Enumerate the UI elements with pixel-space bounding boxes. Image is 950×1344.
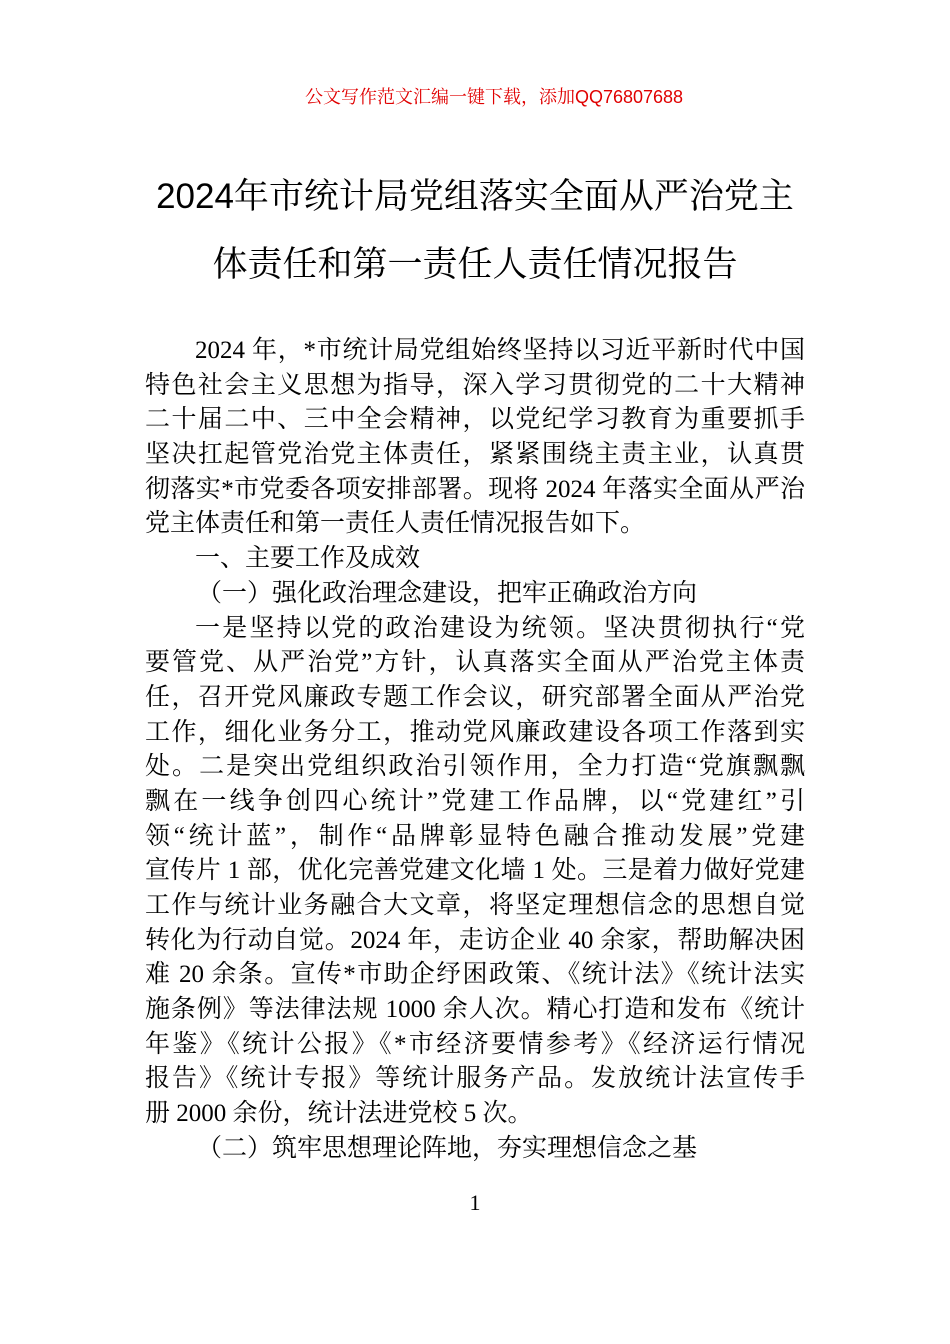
paragraph-line: 转化为行动自觉。2024 年，走访企业 40 余家，帮助解决困 xyxy=(145,926,805,954)
paragraph-line: 工作，细化业务分工，推动党风廉政建设各项工作落到实 xyxy=(145,718,805,746)
paragraph-line: 二十届二中、三中全会精神，以党纪学习教育为重要抓手 xyxy=(145,406,805,434)
paragraph-line: 册 2000 余份，统计法进党校 5 次。 xyxy=(145,1100,533,1128)
paragraph-line: 宣传片 1 部，优化完善党建文化墙 1 处。三是着力做好党建 xyxy=(145,857,805,885)
paragraph-line: 工作与统计业务融合大文章，将坚定理想信念的思想自觉 xyxy=(145,892,805,919)
document-title-line-2: 体责任和第一责任人责任情况报告 xyxy=(212,245,738,284)
paragraph-line: 2024 年，*市统计局党组始终坚持以习近平新时代中国 xyxy=(195,337,805,364)
document-body xyxy=(145,334,805,1167)
paragraph-line: 报告》《统计专报》等统计服务产品。发放统计法宣传手 xyxy=(145,1065,805,1093)
paragraph-line: 特色社会主义思想为指导，深入学习贯彻党的二十大精神 xyxy=(145,371,805,399)
paragraph-line: 要管党、从严治党”方针，认真落实全面从严治党主体责 xyxy=(145,649,805,677)
watermark-header: 公文写作范文汇编一键下载，添加QQ76807688 xyxy=(304,87,684,107)
paragraph-line: 施条例》等法律法规 1000 余人次。精心打造和发布《统计 xyxy=(145,996,805,1024)
paragraph-line: 坚决扛起管党治党主体责任，紧紧围绕主责主业，认真贯 xyxy=(145,441,805,469)
paragraph-line: 领“统计蓝”，制作“品牌彰显特色融合推动发展”党建 xyxy=(145,822,805,850)
section-heading: （一）强化政治理念建设，把牢正确政治方向 xyxy=(197,579,698,607)
section-heading: （二）筑牢思想理论阵地，夯实理想信念之基 xyxy=(197,1134,698,1162)
page-number: 1 xyxy=(469,1190,481,1215)
document-title-line-1: 2024年市统计局党组落实全面从严治党主 xyxy=(156,177,794,216)
paragraph-line: 任，召开党风廉政专题工作会议，研究部署全面从严治党 xyxy=(145,683,805,711)
section-heading: 一、主要工作及成效 xyxy=(195,545,421,573)
paragraph-line: 彻落实*市党委各项安排部署。现将 2024 年落实全面从严治 xyxy=(145,475,805,503)
paragraph-line: 难 20 余条。宣传*市助企纾困政策、《统计法》《统计法实 xyxy=(145,961,805,989)
paragraph-line: 年鉴》《统计公报》《*市经济要情参考》《经济运行情况 xyxy=(145,1030,805,1058)
paragraph-line: 一是坚持以党的政治建设为统领。坚决贯彻执行“党 xyxy=(195,614,805,642)
paragraph-line: 飘在一线争创四心统计”党建工作品牌，以“党建红”引 xyxy=(145,787,805,815)
paragraph-line: 处。二是突出党组织政治引领作用，全力打造“党旗飘飘 xyxy=(145,753,805,781)
paragraph-line: 党主体责任和第一责任人责任情况报告如下。 xyxy=(145,510,646,538)
